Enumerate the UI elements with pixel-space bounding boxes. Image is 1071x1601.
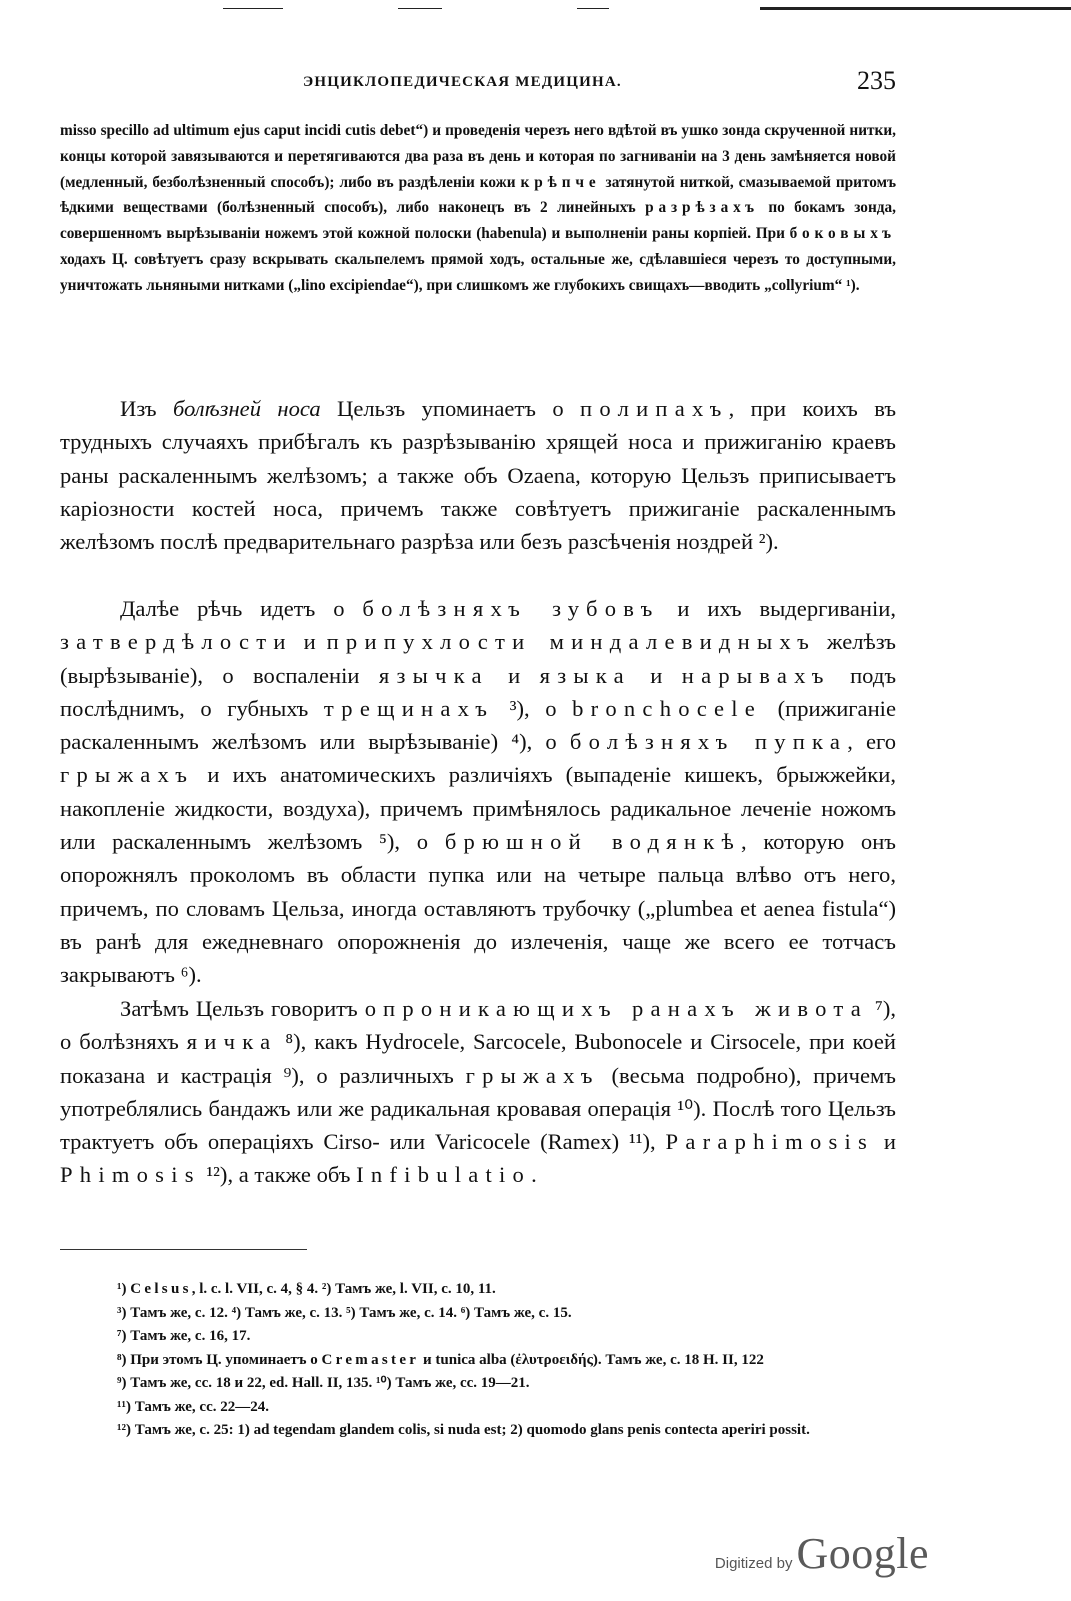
- footnote-separator: [60, 1249, 307, 1250]
- text-run: ⁷), о болѣзняхъ: [60, 996, 896, 1055]
- spaced-emphasis: грыжахъ: [60, 762, 195, 788]
- paragraph-nose-diseases: [60, 392, 896, 558]
- footnote: [60, 1278, 896, 1302]
- text-run: , l. c. l. VII, c. 4, § 4. ²) Тамъ же, l. VII, c. 10, 11.: [191, 1281, 496, 1297]
- text-run: .: [531, 1162, 537, 1188]
- text-run: ⁷) Тамъ же, c. 16, 17.: [117, 1328, 251, 1344]
- text-run: ⁸), какъ Hydrocele, Sarcocele, Bubonocele и Cirsocele, при коей показана и кастрація ⁹), о различныхъ: [60, 1029, 896, 1088]
- text-run: ¹¹) Тамъ же, cc. 22—24.: [117, 1398, 269, 1415]
- footnote: [60, 1419, 896, 1443]
- spaced-emphasis: Paraphimosis: [665, 1129, 875, 1155]
- text-run: подъ послѣднимъ, о губныхъ: [60, 662, 897, 721]
- text-run: ¹²) Тамъ же, c. 25: 1) ad tegendam glandem colis, si nuda est; 2) quomodo glans penis contecta aperiri possit.: [117, 1422, 810, 1438]
- spaced-emphasis: затвердѣлости: [60, 629, 293, 655]
- footnote: [60, 1396, 896, 1420]
- text-run: желѣзъ (вырѣзываніе), о воспаленіи: [60, 629, 896, 688]
- text-run: и ихъ выдергиваніи,: [659, 596, 896, 621]
- spaced-emphasis: боковыхъ: [789, 225, 896, 243]
- spaced-emphasis: болѣзняхъ зубовъ: [362, 596, 660, 621]
- text-run: и ихъ анатомическихъ различіяхъ (выпаденіе кишекъ, брыжжейки, накопленіе жидкости, воздуха), причемъ примѣнялось радикальное леченіе ножомъ или раскаленнымъ желѣзомъ ⁵), о: [60, 762, 896, 855]
- italic-emphasis: болѣзней носа: [172, 396, 321, 421]
- spaced-emphasis: полипахъ: [580, 396, 729, 421]
- page-number: 235: [857, 66, 896, 95]
- text-run: и tunica alba (ἐλυτροειδής). Тамъ же, c. 18 H. II, 122: [419, 1351, 764, 1368]
- text-run: , его: [847, 729, 897, 755]
- text-run: , которую онъ опорожнялъ прокoломъ въ области пупка или на четыре пальца влѣво отъ него, причемъ, по словамъ Цельза, иногда оставляютъ трубочку („plumbea et aenea fistula“) въ ранѣ для ежедневнаго опорожненія до излеченія, чаще же всего ее тотчасъ закрываютъ ⁶).: [60, 829, 896, 988]
- spaced-emphasis: Infibulatio: [356, 1162, 532, 1188]
- scan-edge-line: [398, 8, 442, 9]
- spaced-emphasis: грыжахъ: [465, 1062, 600, 1088]
- spaced-emphasis: брюшной водянкѣ: [444, 829, 741, 855]
- scan-edge-line: [577, 8, 609, 9]
- text-run: и: [630, 662, 682, 688]
- text-run: ⁸) При этомъ Ц. упоминаетъ о: [117, 1351, 322, 1368]
- text-run: Затѣмъ Цельзъ говоритъ о: [120, 996, 383, 1021]
- spaced-emphasis: Cremaster: [321, 1351, 420, 1368]
- text-run: misso specillo ad ultimum ejus caput incidi cutis debet“) и проведенія черезъ него вдѣтой въ ушко зонда скрученной нитки, концы которой завязываются и перетягиваются два раза въ день и которая по загниваніи на 3 день замѣняется новой (медленный, безболѣзненный способъ); либо въ раздѣленіи кожи: [60, 122, 896, 191]
- text-run: ⁹) Тамъ же, cc. 18 и 22, ed. Hall. II, 135. ¹⁰) Тамъ же, cc. 19—21.: [117, 1375, 530, 1391]
- page-header: [60, 66, 896, 96]
- text-run: ³) Тамъ же, c. 12. ⁴) Тамъ же, c. 13. ⁵) Тамъ же, c. 14. ⁶) Тамъ же, c. 15.: [117, 1304, 572, 1321]
- paragraph-abdominal-wounds: [60, 992, 896, 1192]
- text-run: Цельзъ упоминаетъ о: [320, 396, 581, 421]
- spaced-emphasis: язычка: [378, 662, 489, 688]
- text-run: по бокамъ зонда, совершенномъ вырѣзываніи ножемъ этой кожной полоски (habenula) и выполненіи раны корпіей. При: [60, 199, 896, 243]
- text-run: ¹): [117, 1281, 131, 1297]
- digitized-watermark: [715, 1528, 929, 1579]
- spaced-emphasis: трещинахъ: [323, 695, 495, 721]
- footnote: [60, 1349, 896, 1373]
- text-run: Изъ: [120, 396, 173, 421]
- text-run: Далѣе рѣчь идетъ о: [120, 596, 363, 621]
- spaced-emphasis: языка: [539, 662, 631, 688]
- text-run: и: [292, 629, 327, 655]
- footnote: [60, 1302, 896, 1326]
- text-run: (весьма подробно), причемъ употреблялись бандажъ или же радикальная кровавая операція ¹⁰). Послѣ того Цельзъ трактуетъ объ операціяхъ Cirso- или Varicocele (Ramex) ¹¹),: [60, 1062, 896, 1155]
- footnote: [60, 1325, 896, 1349]
- spaced-emphasis: яичка: [186, 1029, 278, 1055]
- text-run: ходахъ Ц. совѣтуетъ сразу вскрывать скальпелемъ прямой ходъ, остальные же, сдѣлавшіеся черезъ то доступными, уничтожать льняными нитками („lino excipiendae“), при слишкомъ же глубокихъ свищахъ—вводить „collyrium“ ¹).: [60, 250, 896, 294]
- text-run: ¹²), а также объ: [200, 1162, 357, 1188]
- scan-edge-line: [223, 8, 283, 9]
- spaced-emphasis: разрѣзахъ: [645, 199, 759, 217]
- running-head: ЭНЦИКЛОПЕДИЧЕСКАЯ МЕДИЦИНА.: [303, 74, 622, 90]
- text-run: и: [488, 662, 540, 688]
- text-run: (прижиганіе раскаленнымъ желѣзомъ или вырѣзываніе) ⁴), о: [60, 695, 896, 755]
- footnote: [60, 1372, 896, 1396]
- paragraph-teeth-diseases: [60, 592, 896, 992]
- spaced-emphasis: bronchocele: [572, 695, 763, 721]
- spaced-emphasis: Phimosis: [60, 1162, 201, 1188]
- spaced-emphasis: припухлости миндалевидныхъ: [326, 629, 816, 655]
- small-paragraph: [60, 118, 896, 299]
- digitized-label: Digitized by: [714, 1555, 793, 1572]
- scan-edge-line: [760, 7, 1071, 10]
- text-run: , при коихъ въ трудныхъ случаяхъ прибѣгалъ къ разрѣзыванію хрящей носа и прижиганію краевъ раны раскаленнымъ желѣзомъ; а также объ Ozaena, которую Цельзъ приписываетъ каріозности костей носа, причемъ также совѣтуетъ прижиганіе раскаленнымъ желѣзомъ послѣ предварительнаго разрѣза или безъ разсѣченія ноздрей ²).: [60, 396, 897, 555]
- spaced-emphasis: нарывахъ: [681, 662, 831, 688]
- text-run: ³), о: [494, 695, 573, 721]
- spaced-emphasis: болѣзняхъ пупка: [569, 729, 848, 755]
- text-run: затянутой ниткой, смазываемой притомъ ѣдкими веществами (болѣзненный способъ), либо наконецъ въ 2 линейныхъ: [60, 173, 896, 217]
- google-logo: Google: [796, 1529, 929, 1578]
- spaced-emphasis: крѣпче: [520, 173, 601, 191]
- text-run: и: [874, 1129, 896, 1155]
- spaced-emphasis: проникающихъ ранахъ живота: [383, 996, 868, 1021]
- spaced-emphasis: Celsus: [130, 1281, 192, 1297]
- footnotes: [60, 1278, 896, 1443]
